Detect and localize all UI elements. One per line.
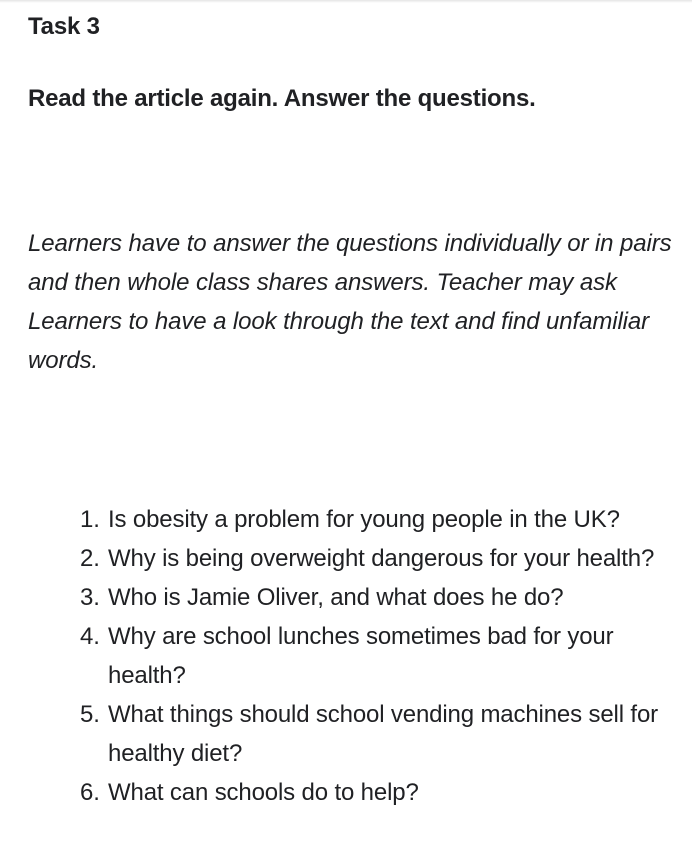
task-content — [28, 12, 678, 812]
question-number: 1. — [80, 506, 100, 533]
question-text: Who is Jamie Oliver, and what does he do? — [108, 584, 564, 611]
question-item — [80, 773, 678, 812]
question-item — [80, 500, 678, 539]
question-number: 2. — [80, 545, 100, 572]
question-list — [28, 500, 678, 812]
question-text: What things should school vending machines sell for healthy diet? — [108, 701, 658, 767]
question-number: 4. — [80, 623, 100, 650]
question-item — [80, 695, 678, 773]
teacher-note: Learners have to answer the questions individually or in pairs and then whole class shares answers. Teacher may ask Learners to have a look through the text and find unfamiliar words. — [28, 230, 672, 374]
question-item — [80, 578, 678, 617]
task-instruction: Read the article again. Answer the questions. — [28, 85, 536, 112]
question-item — [80, 539, 678, 578]
top-divider-shadow — [0, 0, 692, 3]
question-item — [80, 617, 678, 695]
question-text: Why is being overweight dangerous for your health? — [108, 545, 655, 572]
question-number: 3. — [80, 584, 100, 611]
question-text: Why are school lunches sometimes bad for your health? — [108, 623, 614, 689]
task-title: Task 3 — [28, 13, 100, 40]
question-number: 6. — [80, 779, 100, 806]
question-text: Is obesity a problem for young people in the UK? — [108, 506, 620, 533]
question-number: 5. — [80, 701, 100, 728]
question-text: What can schools do to help? — [108, 779, 419, 806]
